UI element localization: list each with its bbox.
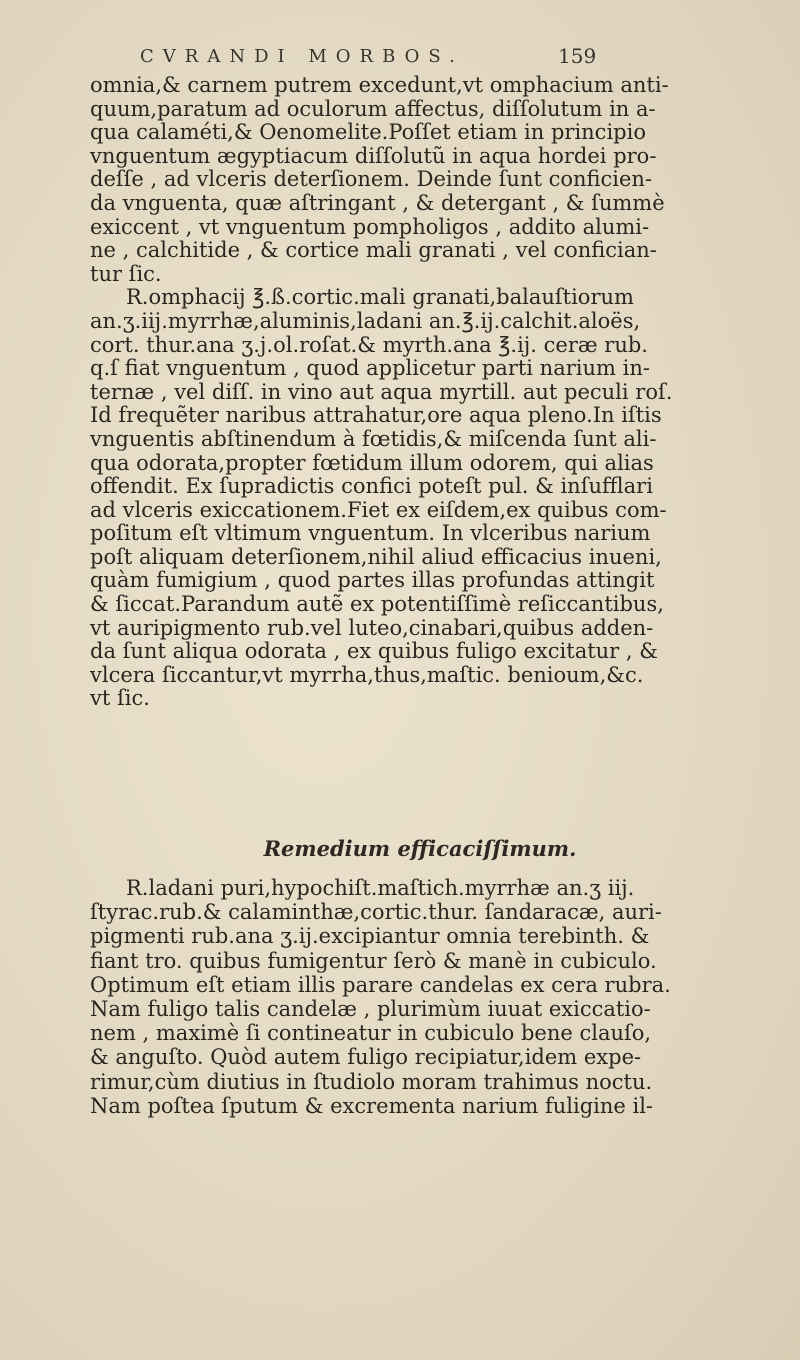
- running-head: [0, 40, 800, 76]
- text-line: q.ſ fiat vnguentum , quod applicetur parti narium in-: [90, 356, 650, 381]
- text-line: da ſunt aliqua odorata , ex quibus fuligo excitatur , &: [90, 639, 658, 664]
- text-line: ad vlceris exiccationem.Fiet ex eiſdem,ex quibus com-: [90, 497, 667, 522]
- text-line: quum,paratum ad oculorum affectus, diſſolutum in a-: [90, 96, 656, 121]
- page-number: 159: [558, 44, 597, 68]
- text-line: vt auripigmento rub.vel luteo,cinabari,quibus adden-: [90, 615, 654, 640]
- text-line: fiant tro. quibus fumigentur ſerò & manè in cubiculo.: [90, 948, 657, 973]
- text-line: vt ſic.: [90, 686, 150, 711]
- text-line: quàm fumigium , quod partes illas profundas attingit: [90, 568, 655, 593]
- text-line: ne , calchitide , & cortice mali granati , vel confician-: [90, 238, 657, 263]
- text-line: vnguentis abſtinendum à fœtidis,& miſcenda ſunt ali-: [90, 426, 657, 451]
- text-line: Id frequẽter naribus attrahatur,ore aqua pleno.In iſtis: [90, 403, 662, 428]
- text-line: omnia,& carnem putrem excedunt,vt omphacium anti-: [90, 73, 669, 97]
- text-line: vlcera ſiccantur,vt myrrha,thus,maſtic. benioum,&c.: [90, 662, 644, 687]
- text-line: R.omphacij ℥.ß.cortic.mali granati,balauſtiorum: [126, 285, 634, 310]
- paragraph-1: [90, 74, 730, 286]
- text-line: Optimum eſt etiam illis parare candelas ex cera rubra.: [90, 972, 671, 997]
- text-line: ſtyrac.rub.& calaminthæ,cortic.thur. ſandaracæ, auri-: [90, 900, 662, 925]
- text-line: Nam fuligo talis candelæ , plurimùm iuuat exiccatio-: [90, 997, 651, 1022]
- paragraph-3: [90, 876, 730, 1118]
- text-line: poſitum eſt vltimum vnguentum. In vlceribus narium: [90, 521, 651, 546]
- text-line: & anguſto. Quòd autem fuligo recipiatur,idem expe-: [90, 1045, 642, 1070]
- text-line: qua odorata,propter fœtidum illum odorem, qui alias: [90, 450, 654, 475]
- body-text: [90, 74, 730, 711]
- running-head-title: CVRANDI MORBOS.: [140, 46, 464, 67]
- text-line: rimur,cùm diutius in ſtudiolo moram trahimus noctu.: [90, 1069, 653, 1094]
- text-line: tur ſic.: [90, 261, 162, 286]
- text-line: poſt aliquam deterſionem,nihil aliud efficacius inueni,: [90, 544, 662, 569]
- section-heading: Remedium efficaciſſimum.: [263, 836, 577, 861]
- text-line: vnguentum ægyptiacum diſſolutũ in aqua hordei pro-: [90, 143, 657, 168]
- text-line: Nam poſtea ſputum & excrementa narium fuligine il-: [90, 1093, 654, 1118]
- text-line: R.ladani puri,hypochiſt.maſtich.myrrhæ an.ʒ iij.: [126, 876, 635, 900]
- text-line: cort. thur.ana ʒ.j.ol.roſat.& myrth.ana ℥.ij. ceræ rub.: [90, 332, 648, 357]
- text-line: an.ʒ.iij.myrrhæ,aluminis,ladani an.℥.ij.calchit.aloës,: [90, 308, 641, 333]
- paragraph-2: [90, 286, 730, 711]
- text-line: nem , maximè ſi contineatur in cubiculo bene clauſo,: [90, 1021, 652, 1046]
- text-line: ternæ , vel diſſ. in vino aut aqua myrtill. aut peculi roſ.: [90, 379, 673, 404]
- text-line: qua calaméti,& Oenomelite.Poſſet etiam in principio: [90, 120, 646, 145]
- text-line: pigmenti rub.ana ʒ.ij.excipiantur omnia terebinth. &: [90, 924, 650, 949]
- text-line: & ſiccat.Parandum autẽ ex potentiſſimè reſiccantibus,: [90, 592, 664, 617]
- text-line: offendit. Ex ſupradictis confici poteſt pul. & inſufflari: [90, 474, 653, 499]
- text-line: exiccent , vt vnguentum pompholigos , addito alumi-: [90, 214, 650, 239]
- text-line: da vnguenta, quæ aſtringant , & detergant , & ſummè: [90, 190, 665, 215]
- text-line: deſſe , ad vlceris deterſionem. Deinde ſunt conficien-: [90, 167, 653, 192]
